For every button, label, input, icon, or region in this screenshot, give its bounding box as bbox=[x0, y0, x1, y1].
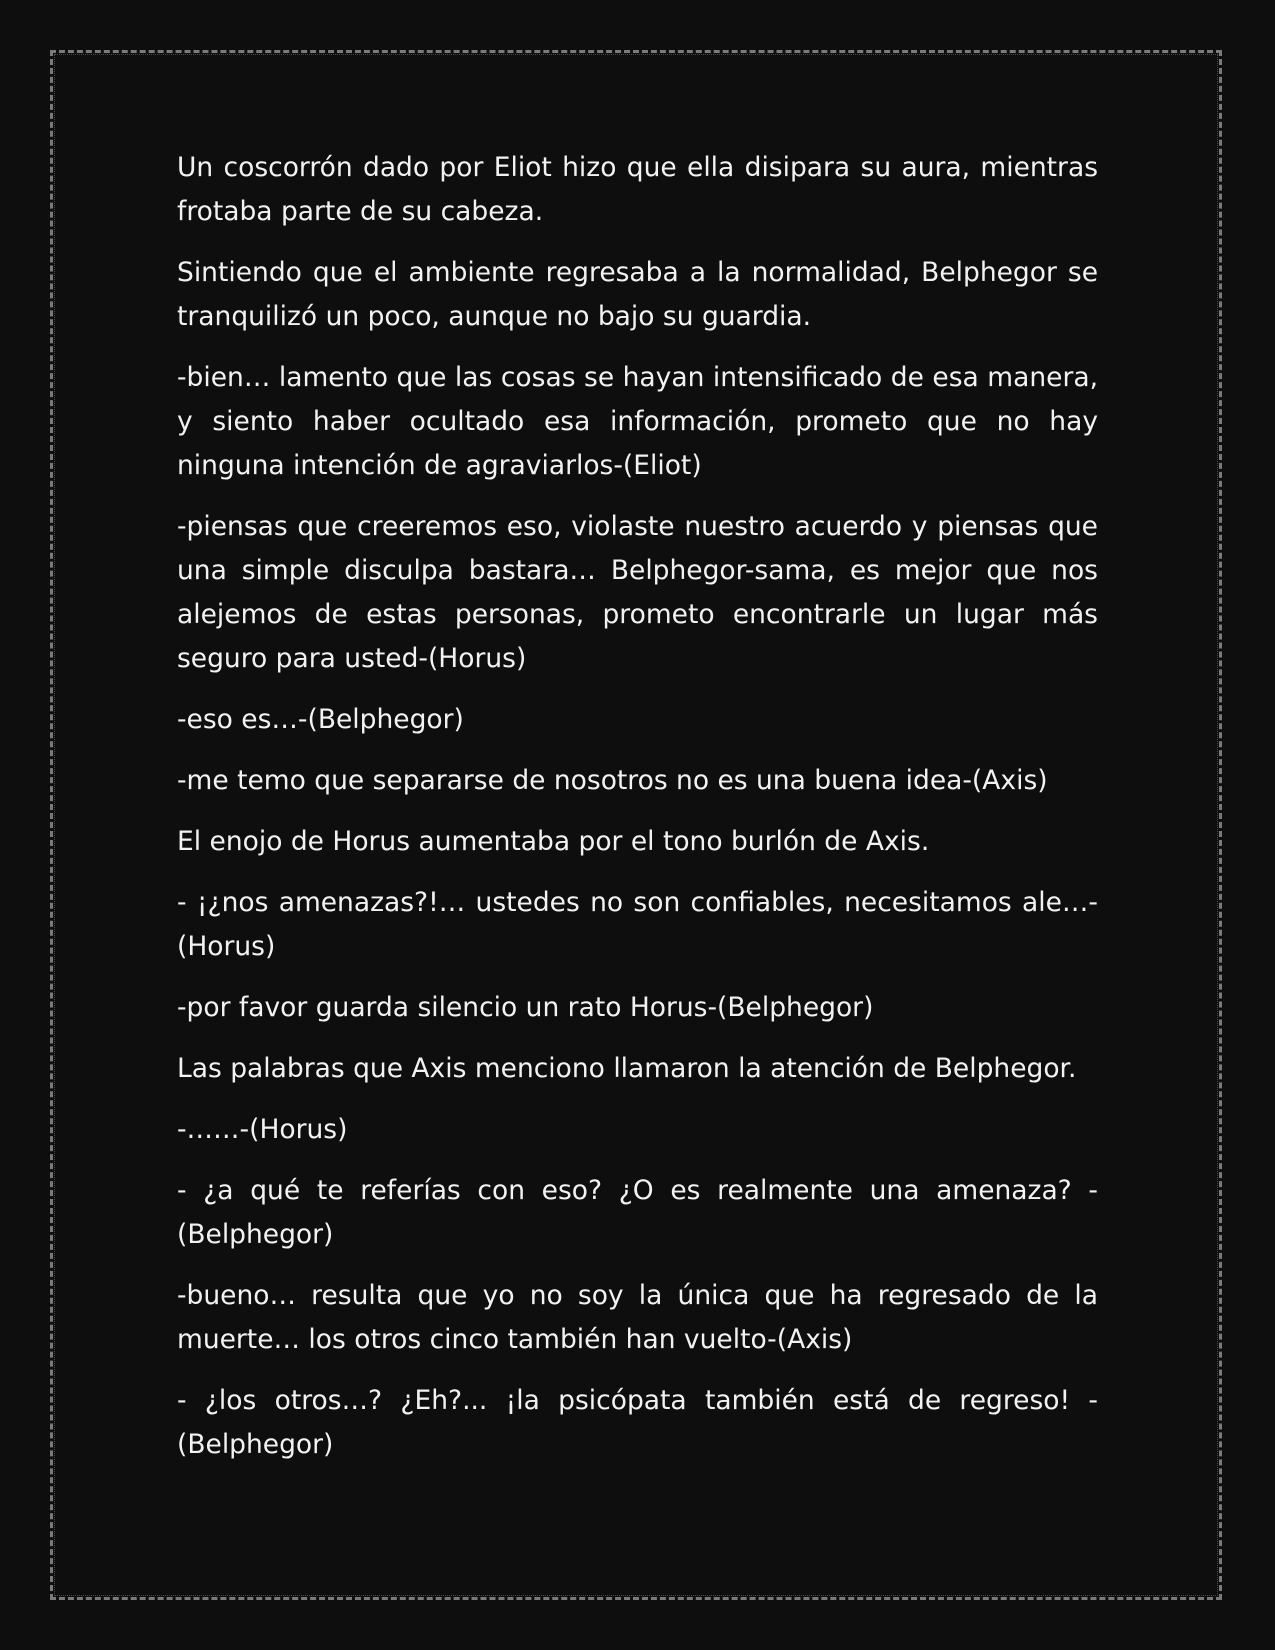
paragraph: Un coscorrón dado por Eliot hizo que ella disipara su aura, mientras frotaba parte de su cabeza. bbox=[177, 152, 1098, 227]
paragraph: -eso es…-(Belphegor) bbox=[177, 704, 464, 735]
paragraph: - ¿los otros…? ¿Eh?... ¡la psicópata también está de regreso! -(Belphegor) bbox=[177, 1385, 1098, 1460]
paragraph: -bien… lamento que las cosas se hayan intensificado de esa manera, y siento haber ocultado esa información, prometo que no hay ninguna intención de agraviarlos-(Eliot) bbox=[177, 362, 1098, 481]
paragraph: -por favor guarda silencio un rato Horus-(Belphegor) bbox=[177, 992, 874, 1023]
paragraph: - ¡¿nos amenazas?!… ustedes no son confiables, necesitamos ale…-(Horus) bbox=[177, 887, 1098, 962]
document-body bbox=[177, 146, 1098, 1484]
paragraph: -piensas que creeremos eso, violaste nuestro acuerdo y piensas que una simple disculpa bastara… Belphegor-sama, es mejor que nos alejemos de estas personas, prometo encontrarle un lugar más seguro para usted-(Horus) bbox=[177, 511, 1098, 674]
paragraph: - ¿a qué te referías con eso? ¿O es realmente una amenaza? -(Belphegor) bbox=[177, 1175, 1098, 1250]
paragraph: -……-(Horus) bbox=[177, 1114, 348, 1145]
paragraph: -bueno… resulta que yo no soy la única que ha regresado de la muerte… los otros cinco también han vuelto-(Axis) bbox=[177, 1280, 1098, 1355]
paragraph: -me temo que separarse de nosotros no es una buena idea-(Axis) bbox=[177, 765, 1048, 796]
paragraph: Sintiendo que el ambiente regresaba a la normalidad, Belphegor se tranquilizó un poco, aunque no bajo su guardia. bbox=[177, 257, 1098, 332]
paragraph: El enojo de Horus aumentaba por el tono burlón de Axis. bbox=[177, 826, 930, 857]
paragraph: Las palabras que Axis menciono llamaron la atención de Belphegor. bbox=[177, 1053, 1077, 1084]
